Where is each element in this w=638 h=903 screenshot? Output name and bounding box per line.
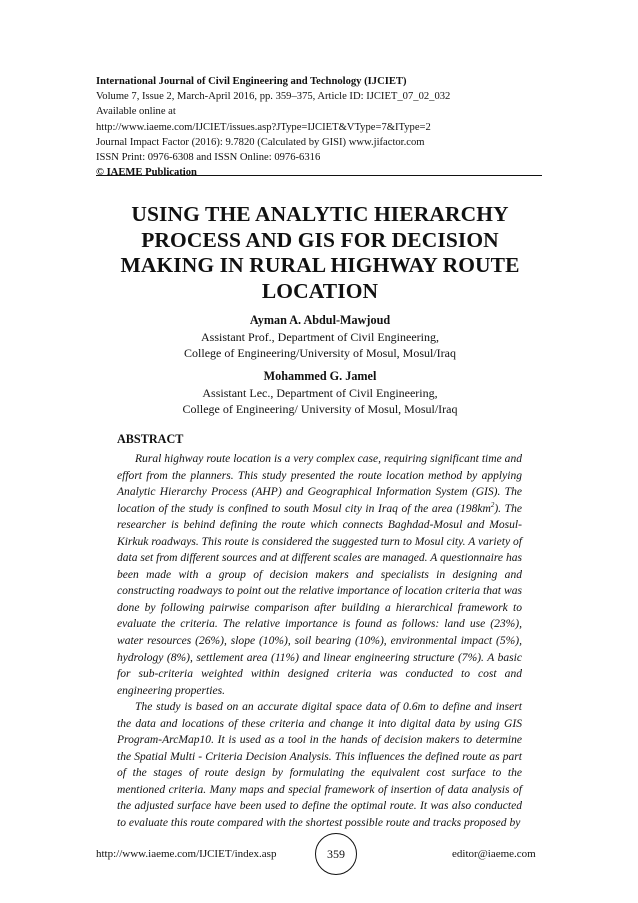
author-block	[100, 368, 540, 418]
superscript: 2	[490, 500, 495, 509]
page-number: 359	[327, 846, 345, 861]
abstract-body	[117, 451, 522, 832]
abstract-heading: ABSTRACT	[117, 432, 184, 446]
author-block	[100, 312, 540, 362]
journal-name: International Journal of Civil Engineering and Technology (IJCIET)	[96, 76, 407, 87]
paper-title-line: MAKING IN RURAL HIGHWAY ROUTE	[120, 253, 520, 277]
journal-issue-url[interactable]: http://www.iaeme.com/IJCIET/issues.asp?JType=IJCIET&VType=7&IType=2	[96, 121, 431, 133]
journal-volume-line: Volume 7, Issue 2, March-April 2016, pp. 359–375, Article ID: IJCIET_07_02_032	[96, 91, 451, 103]
author-position: Assistant Prof., Department of Civil Engineering,	[201, 329, 439, 344]
journal-issn: ISSN Print: 0976-6308 and ISSN Online: 0976-6316	[96, 152, 321, 164]
journal-header	[96, 74, 544, 180]
footer-journal-link[interactable]: http://www.iaeme.com/IJCIET/index.asp	[96, 848, 277, 860]
author-position: Assistant Lec., Department of Civil Engineering,	[202, 385, 438, 400]
paper-title-line: USING THE ANALYTIC HIERARCHY	[131, 202, 509, 226]
paper-title	[100, 202, 540, 304]
journal-publisher: © IAEME Publication	[96, 167, 197, 179]
author-affiliation: College of Engineering/ University of Mosul, Mosul/Iraq	[182, 402, 458, 416]
abstract-text: ). The researcher is behind defining the route which connects Baghdad-Mosul and Mosul-Kirkuk roadways. This route is considered the suggested turn to Mosul city. A variety of data set from different sources and at different scales are managed. A questionnaire has been made with a group of decision makers and specialists in designing and constructing roadways to point out the relative importance of location criteria that was done by following pairwise comparison after building a hierarchical framework to evaluate the criteria. The relative importance is found as follows: land use (23%), water resources (26%), slope (10%), soil bearing (10%), environmental impact (5%), hydrology (8%), settlement area (11%) and linear engineering structure (7%). A basic for sub-criteria weighted within designed criteria was conducted to cost and engineering properties.	[117, 502, 522, 697]
available-online-label: Available online at	[96, 106, 176, 118]
header-divider	[96, 175, 542, 176]
footer-email-link[interactable]: editor@iaeme.com	[452, 848, 536, 860]
author-affiliation: College of Engineering/University of Mosul, Mosul/Iraq	[184, 346, 456, 360]
journal-impact-factor: Journal Impact Factor (2016): 9.7820 (Calculated by GISI) www.jifactor.com	[96, 136, 425, 148]
page-number-badge	[315, 833, 357, 875]
abstract-paragraph: The study is based on an accurate digital space data of 0.6m to define and insert the data and locations of these criteria and change it into digital data by using GIS Program-ArcMap10. It is used as a tool in the hands of decision makers to determine the Spatial Multi - Criteria Decision Analysis. This influences the defined route as part of the stages of route design by formulating the equivalent cost surface to the mentioned criteria. Many maps and special framework of insertion of data analysis of the adjusted surface have been used to define the optimal route. It was also conducted to evaluate this route compared with the shortest possible route and tracks proposed by	[117, 701, 522, 830]
author-name: Mohammed G. Jamel	[263, 369, 377, 383]
abstract-text: Rural highway route location is a very complex case, requiring significant time and effort from the planners. This study presented the route location method by applying Analytic Hierarchy Process (AHP) and Geographical Information System (GIS). The location of the study is confined to south Mosul city in Iraq of the area (198km	[117, 453, 522, 515]
paper-title-line: PROCESS AND GIS FOR DECISION	[141, 227, 499, 252]
author-name: Ayman A. Abdul-Mawjoud	[249, 313, 391, 327]
abstract-paragraph	[117, 451, 522, 699]
paper-title-line: LOCATION	[261, 278, 379, 303]
